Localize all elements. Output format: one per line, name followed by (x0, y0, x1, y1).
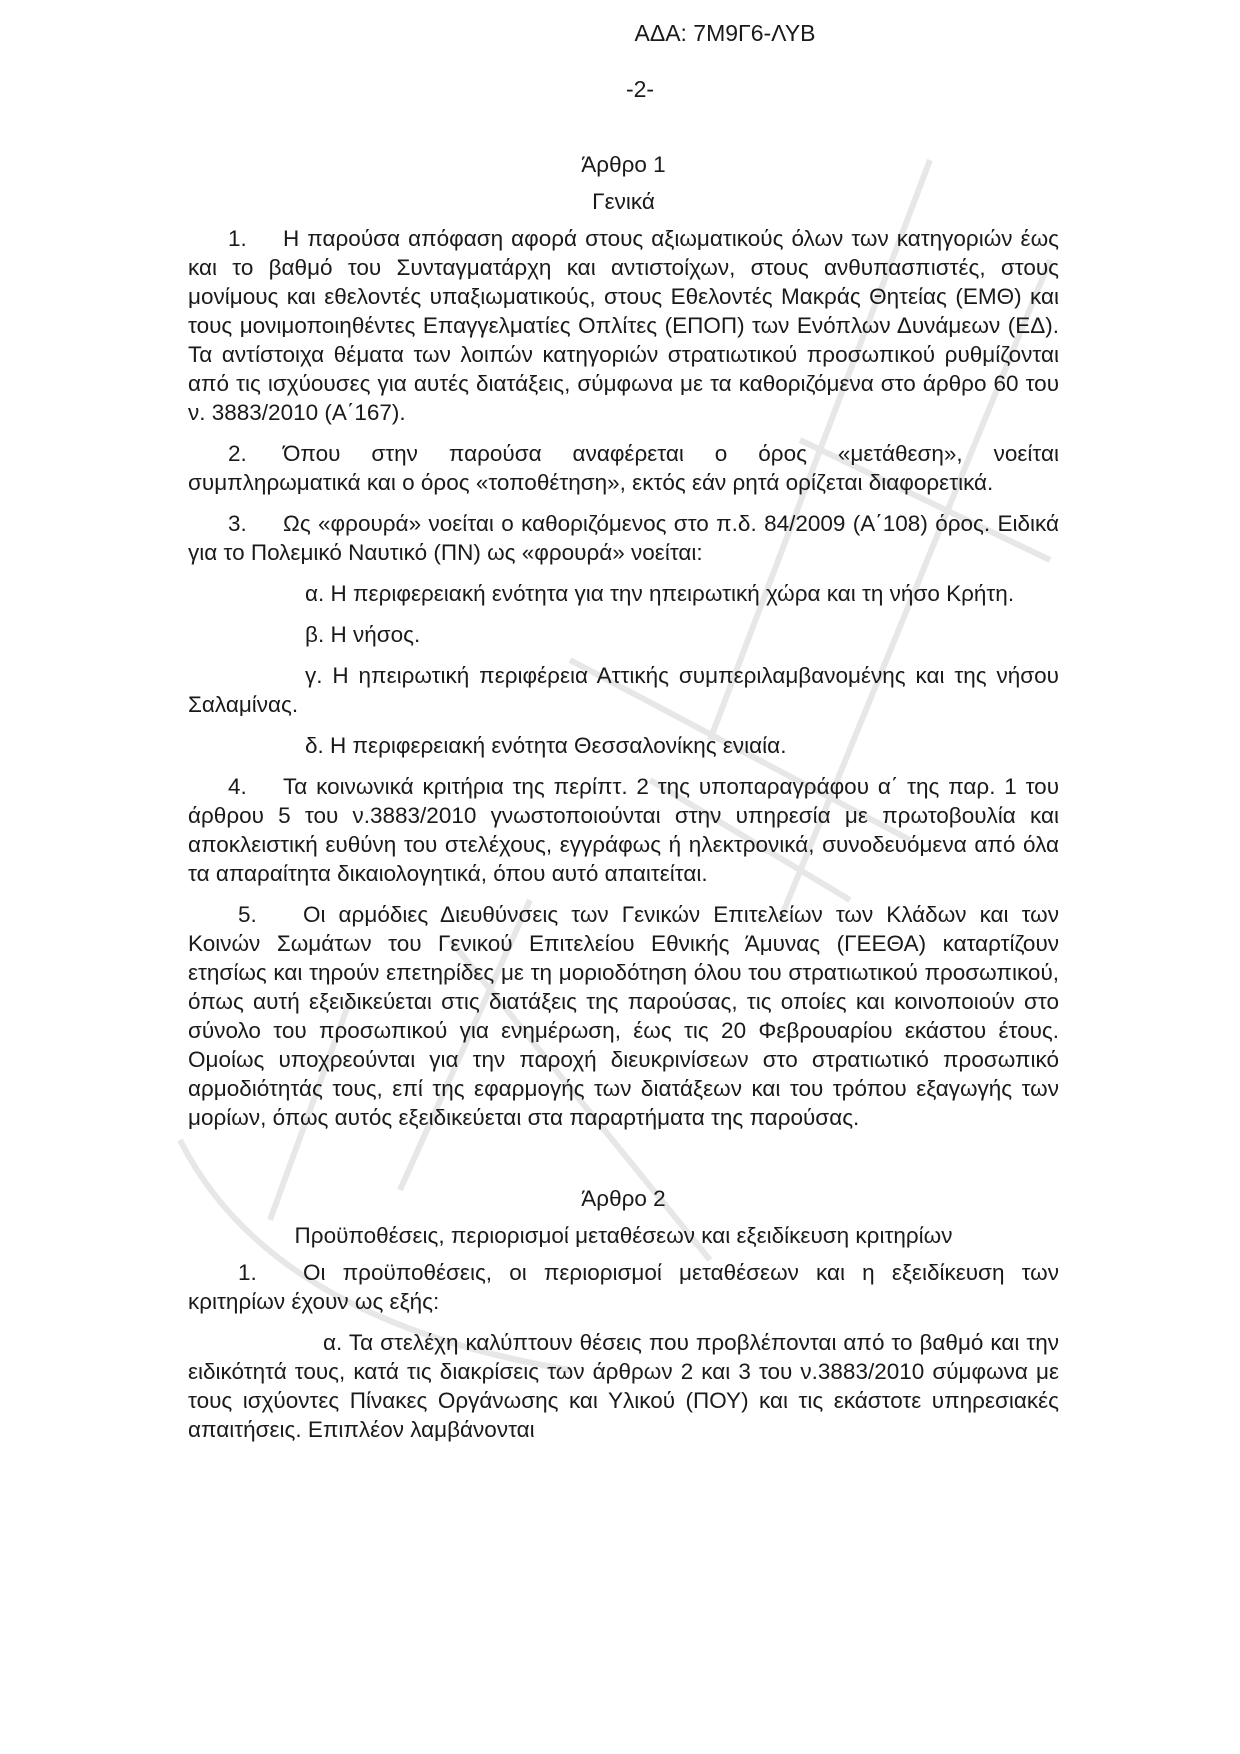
page-number: -2- (625, 76, 655, 102)
article2-paragraph-1 (188, 1258, 1059, 1316)
article2-title: Άρθρο 2 (581, 1186, 666, 1211)
paragraph-text: Τα κοινωνικά κριτήρια της περίπτ. 2 της υποπαραγράφου α΄ της παρ. 1 του άρθρου 5 του ν.3883/2010 γνωστοποιούνται στην υπηρεσία με πρωτοβουλία και αποκλειστική ευθύνη του στελέχους, εγγράφως ή ηλεκτρονικά, συνοδευόμενα από όλα τα απαραίτητα δικαιολογητικά, όπου αυτό απαιτείται. (188, 774, 1059, 886)
paragraph-text: Οι προϋποθέσεις, οι περιορισμοί μεταθέσεων και η εξειδίκευση των κριτηρίων έχουν ως εξής: (188, 1260, 1059, 1314)
subitem-gamma: γ. Η ηπειρωτική περιφέρεια Αττικής συμπεριλαμβανομένης και της νήσου Σαλαμίνας. (188, 663, 1059, 717)
paragraph-number: 1. (238, 1260, 257, 1285)
subitem-delta: δ. Η περιφερειακή ενότητα Θεσσαλονίκης ενιαία. (305, 733, 787, 758)
paragraph-text: Ως «φρουρά» νοείται ο καθοριζόμενος στο π.δ. 84/2009 (Α΄108) όρος. Ειδικά για το Πολεμικό Ναυτικό (ΠΝ) ως «φρουρά» νοείται: (188, 511, 1059, 565)
paragraph-text: Η παρούσα απόφαση αφορά στους αξιωματικούς όλων των κατηγοριών έως και το βαθμό του Συνταγματάρχη και αντιστοίχων, στους ανθυπασπιστές, στους μονίμους και εθελοντές υπαξιωματικούς, στους Εθελοντές Μακράς Θητείας (ΕΜΘ) και τους μονιμοποιηθέντες Επαγγελματίες Οπλίτες (ΕΠΟΠ) των Ενόπλων Δυνάμεων (ΕΔ). Τα αντίστοιχα θέματα των λοιπών κατηγοριών στρατιωτικού προσωπικού ρυθμίζονται από τις ισχύουσες για αυτές διατάξεις, σύμφωνα με τα καθοριζόμενα στο άρθρο 60 του ν. 3883/2010 (Α΄167). (188, 226, 1059, 425)
paragraph-4 (188, 772, 1059, 888)
paragraph-number: 1. (228, 226, 247, 251)
paragraph-number: 5. (238, 902, 257, 927)
paragraph-text: Όπου στην παρούσα αναφέρεται ο όρος «μετάθεση», νοείται συμπληρωματικά και ο όρος «τοποθέτηση», εκτός εάν ρητά ορίζεται διαφορετικά. (188, 441, 1059, 495)
paragraph-text: Οι αρμόδιες Διευθύνσεις των Γενικών Επιτελείων των Κλάδων και των Κοινών Σωμάτων του Γενικού Επιτελείου Εθνικής Άμυνας (ΓΕΕΘΑ) καταρτίζουν ετησίως και τηρούν επετηρίδες με τη μοριοδότηση όλου του στρατιωτικού προσωπικού, όπως αυτή εξειδικεύεται στις διατάξεις της παρούσας, τις οποίες και κοινοποιούν στο σύνολο του προσωπικού για ενημέρωση, έως τις 20 Φεβρουαρίου εκάστου έτους. Ομοίως υποχρεούνται για την παροχή διευκρινίσεων στο στρατιωτικό προσωπικό αρμοδιότητάς τους, επί της εφαρμογής των διατάξεων και του τρόπου εξαγωγής των μορίων, όπως αυτός εξειδικεύεται στα παραρτήματα της παρούσας. (188, 902, 1059, 1130)
article1-title: Άρθρο 1 (581, 152, 666, 177)
paragraph-number: 2. (228, 441, 247, 466)
ada-code: ΑΔΑ: 7Μ9Γ6-ΛΥΒ (634, 20, 816, 46)
paragraph-3 (188, 509, 1059, 567)
article2-subtitle: Προϋποθέσεις, περιορισμοί μεταθέσεων και εξειδίκευση κριτηρίων (294, 1223, 953, 1248)
subitem-beta: β. Η νήσος. (305, 622, 421, 647)
paragraph-2 (188, 439, 1059, 497)
subitem-alpha: α. Η περιφερειακή ενότητα για την ηπειρωτική χώρα και τη νήσο Κρήτη. (305, 581, 1015, 606)
paragraph-5 (188, 900, 1059, 1132)
document-body (188, 150, 1059, 1456)
paragraph-1 (188, 224, 1059, 427)
paragraph-number: 3. (228, 511, 247, 536)
article2-subitem-alpha: α. Τα στελέχη καλύπτουν θέσεις που προβλέπονται από το βαθμό και την ειδικότητά τους, κατά τις διακρίσεις των άρθρων 2 και 3 του ν.3883/2010 σύμφωνα με τους ισχύοντες Πίνακες Οργάνωσης και Υλικού (ΠΟΥ) και τις εκάστοτε υπηρεσιακές απαιτήσεις. Επιπλέον λαμβάνονται (188, 1330, 1059, 1442)
article1-subtitle: Γενικά (592, 189, 655, 214)
paragraph-number: 4. (228, 774, 247, 799)
